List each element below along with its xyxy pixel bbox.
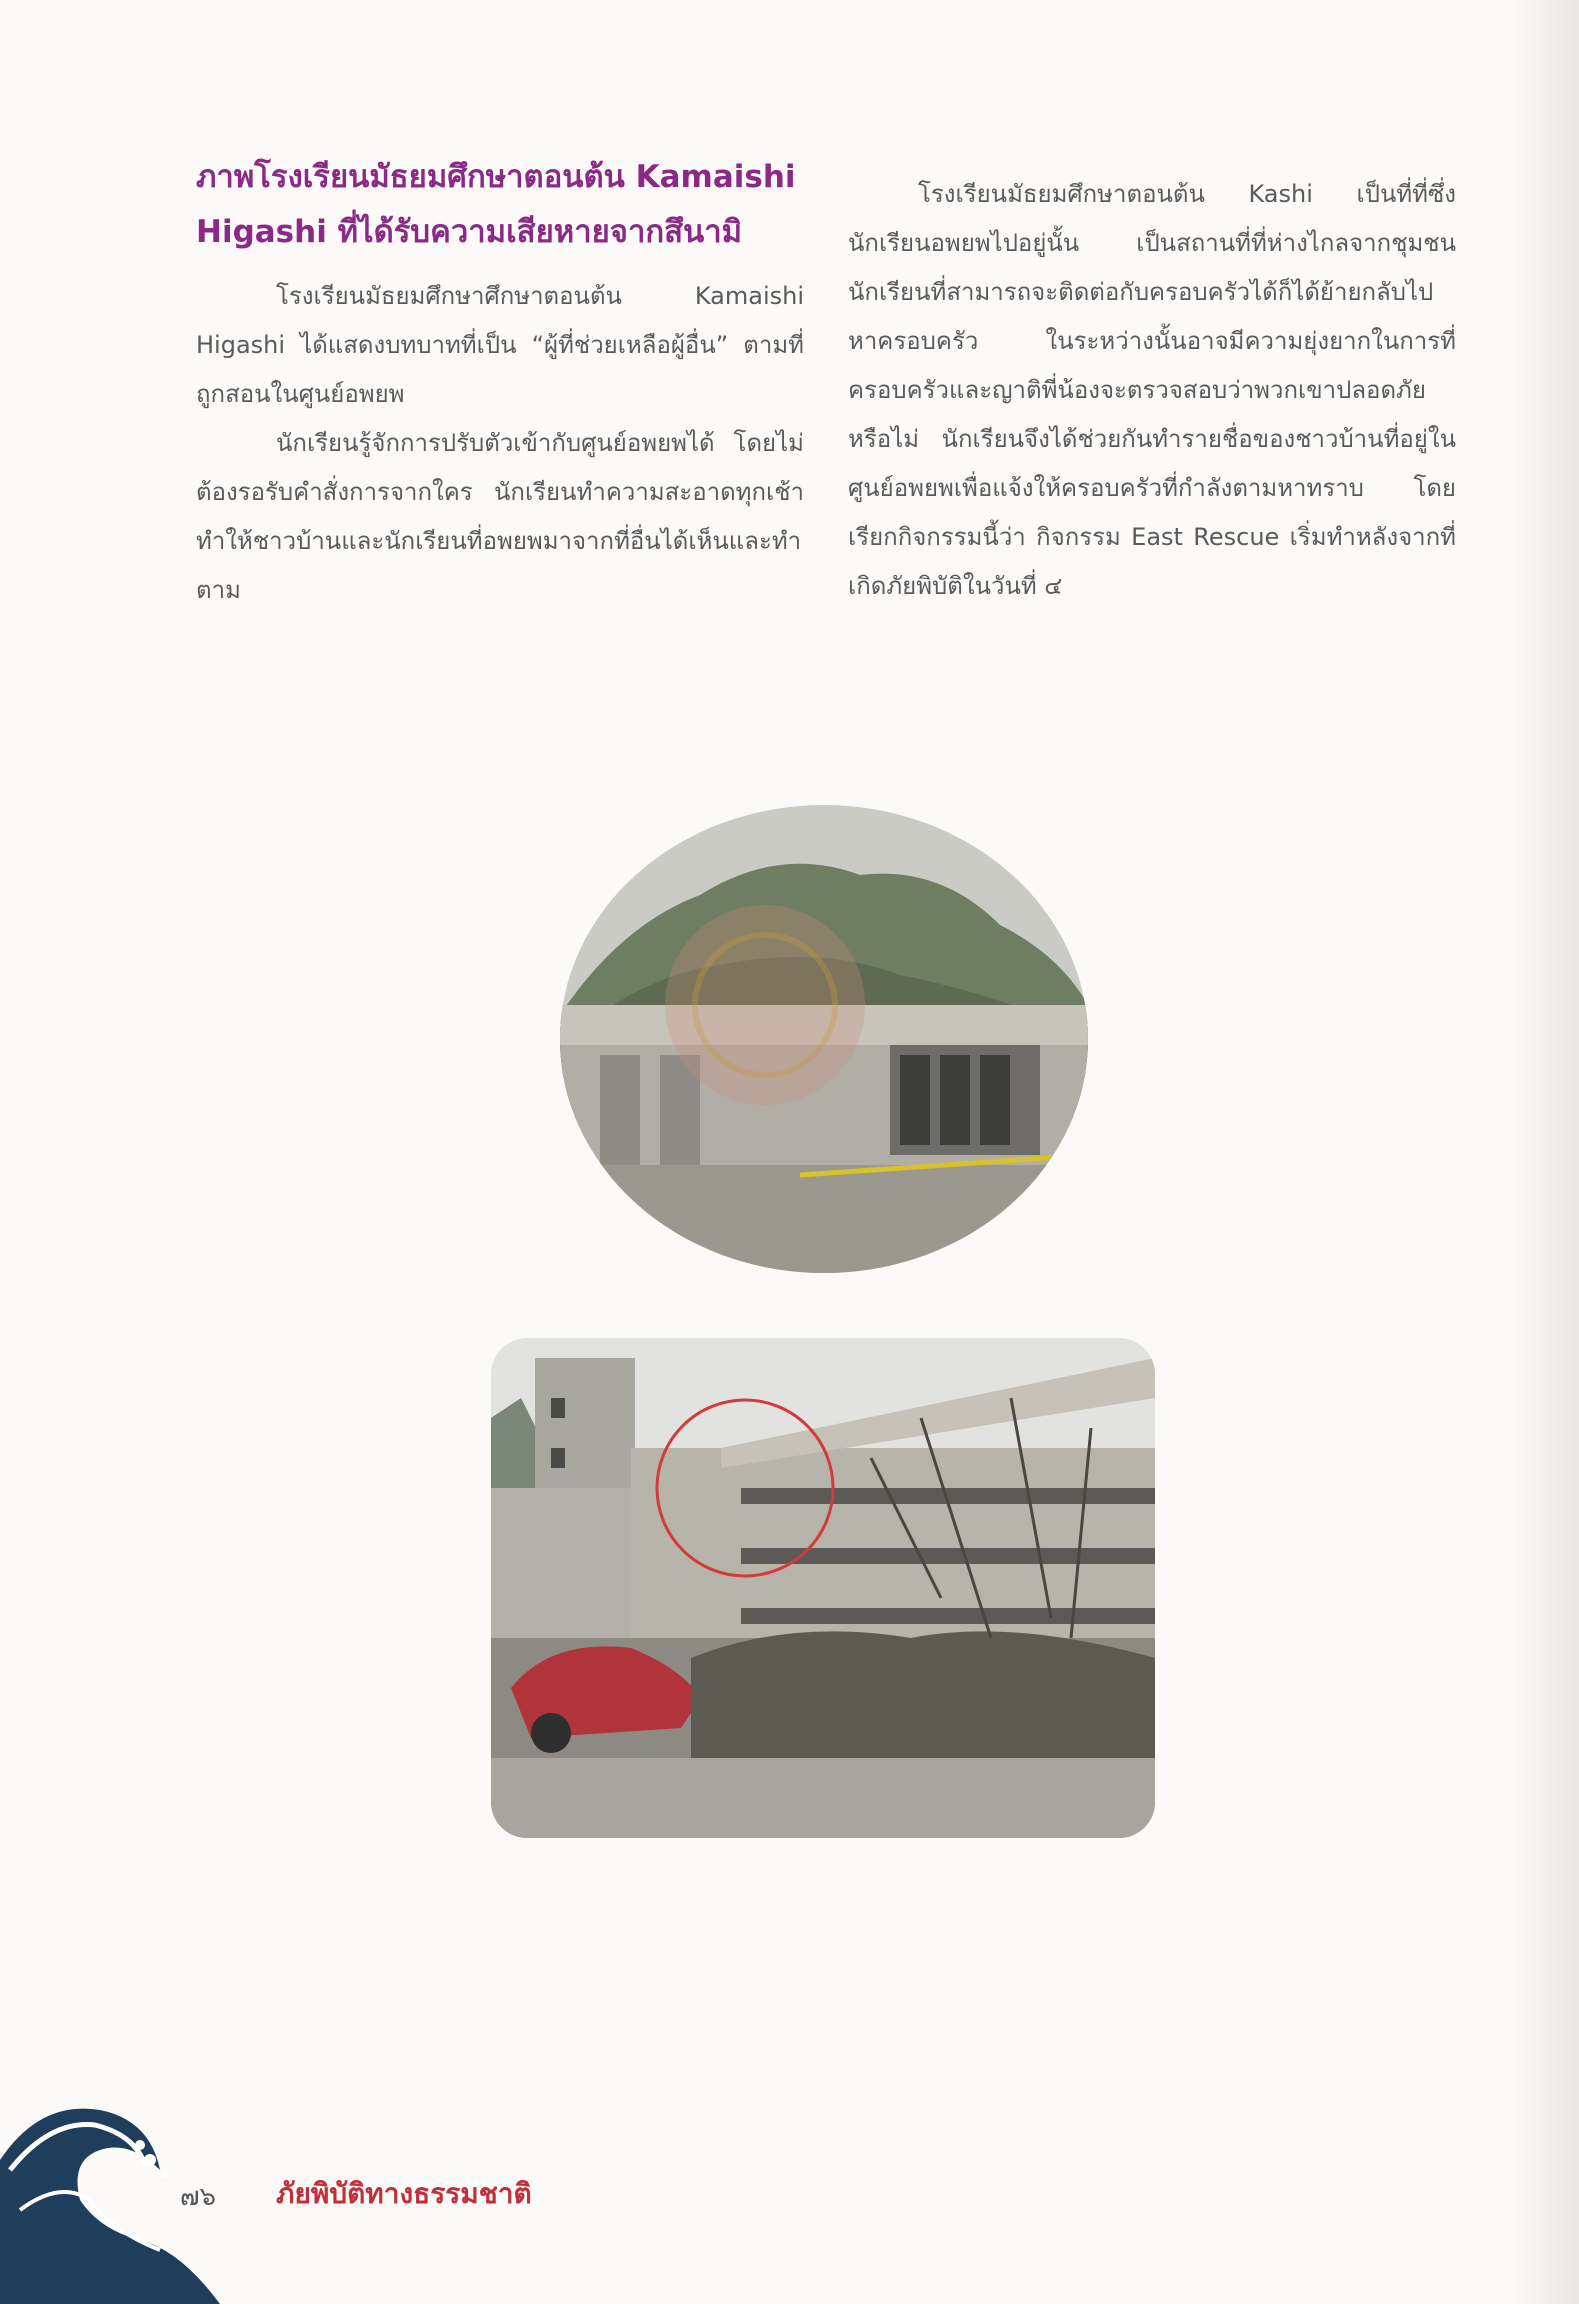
left-text-column	[196, 272, 804, 615]
page-edge-shadow	[1509, 0, 1579, 2304]
book-title: ภัยพิบัติทางธรรมชาติ	[276, 2177, 532, 2210]
school-building-photo-circle	[560, 805, 1088, 1273]
section-heading	[196, 150, 816, 260]
paragraph: โรงเรียนมัธยมศึกษาตอนต้น Kashi เป็นที่ที่ซึ่งนักเรียนอพยพไปอยู่นั้น เป็นสถานที่ที่ห่างไกลจากชุมชน นักเรียนที่สามารถจะติดต่อกับครอบครัวได้ก็ได้ย้ายกลับไปหาครอบครัว ในระหว่างนั้นอาจมีความยุ่งยากในการที่ครอบครัวและญาติพี่น้องจะตรวจสอบว่าพวกเขาปลอดภัยหรือไม่ นักเรียนจึงได้ช่วยกันทำรายชื่อของชาวบ้านที่อยู่ในศูนย์อพยพเพื่อแจ้งให้ครอบครัวที่กำลังตามหาทราบ โดยเรียกกิจกรรมนี้ว่า กิจกรรม East Rescue เริ่มทำหลังจากที่เกิดภัยพิบัติในวันที่ ๔	[848, 180, 1456, 600]
heading-line-2: Higashi ที่ได้รับความเสียหายจากสึนามิ	[196, 214, 743, 250]
heading-line-1: ภาพโรงเรียนมัธยมศึกษาตอนต้น Kamaishi	[196, 159, 796, 195]
right-text-column	[848, 170, 1456, 611]
paragraph: นักเรียนรู้จักการปรับตัวเข้ากับศูนย์อพยพได้ โดยไม่ต้องรอรับคำสั่งการจากใคร นักเรียนทำความสะอาดทุกเช้า ทำให้ชาวบ้านและนักเรียนที่อพยพมาจากที่อื่นได้เห็นและทำตาม	[196, 429, 804, 604]
paragraph: โรงเรียนมัธยมศึกษาศึกษาตอนต้น Kamaishi Higashi ได้แสดงบทบาทที่เป็น “ผู้ที่ช่วยเหลือผู้อื่น” ตามที่ถูกสอนในศูนย์อพยพ	[196, 282, 804, 408]
damaged-school-photo	[491, 1338, 1155, 1838]
page-number: ๗๖	[180, 2182, 217, 2212]
